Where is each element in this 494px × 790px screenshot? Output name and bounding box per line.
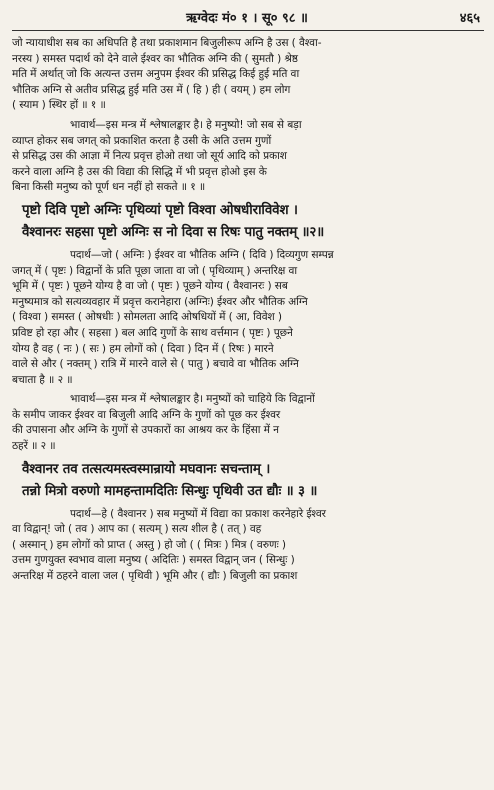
text-line: करने वाला अग्नि है उस की विद्या की सिद्धि में भी प्रवृत्त होओ इस के (12, 165, 267, 178)
text-line: पदार्थ—हे ( वैश्वानर ) सब मनुष्यों में विद्या का प्रकाश करनेहारे ईश्वर (70, 507, 326, 520)
padartha-2 (12, 248, 484, 388)
padartha-3 (12, 507, 484, 585)
mantra-line: वैश्वानरः सहसा पृष्टो अग्निः स नो दिवा स रिषः पातु नक्तम् ॥२॥ (22, 224, 325, 240)
page-number: ४६५ (459, 11, 480, 26)
mantra-3 (12, 459, 484, 503)
text-line: ठहरें ॥ २ ॥ (12, 440, 56, 453)
text-line: मति में अर्थात् जो कि अत्यन्त उत्तम अनुपम ईश्वर की प्रसिद्ध किई हुई मति वा (12, 68, 300, 81)
text-line: पदार्थ—जो ( अग्निः ) ईश्वर वा भौतिक अग्नि ( दिवि ) दिव्यगुण सम्पन्न (70, 248, 334, 261)
text-line: वा विद्वान्! जो ( तव ) आप का ( सत्यम् ) सत्य शील है ( तत् ) वह (12, 523, 262, 536)
text-line: योग्य है वह ( नः ) ( सः ) हम लोगों को ( दिवा ) दिन में ( रिषः ) मारने (12, 342, 274, 355)
text-line: ( स्याम ) स्थिर हों ॥ १ ॥ (12, 99, 106, 112)
text-line: भौतिक अग्नि से अतीव प्रसिद्ध हुई मति उस में ( हि ) ही ( वयम् ) हम लोग (12, 83, 291, 96)
text-line: व्याप्त होकर सब जगत् को प्रकाशित करता है उसी के अति उत्तम गुणों (12, 134, 272, 147)
text-line: बचाता है ॥ २ ॥ (12, 373, 73, 386)
text-line: से प्रसिद्ध उस की आज्ञा में नित्य प्रवृत्त होओ तथा जो सूर्य आदि को प्रकाश (12, 150, 287, 163)
text-line: मनुष्यमात्र को सत्यव्यवहार में प्रवृत्त करानेहारा (अग्निः) ईश्वर और भौतिक अग्नि (12, 295, 308, 308)
paragraph-1 (12, 36, 484, 114)
mantra-line: तन्नो मित्रो वरुणो मामहन्तामदितिः सिन्धुः पृथिवी उत द्यौः ॥ ३ ॥ (22, 483, 318, 499)
text-line: भूमि में ( पृष्टः ) पूछने योग्य है वा जो ( पृष्टः ) पूछने योग्य ( वैश्वानरः ) सब (12, 280, 288, 293)
text-line: वाले से और ( नक्तम् ) रात्रि में मारने वाले से ( पातु ) बचावे वा भौतिक अग्नि (12, 358, 299, 371)
text-line: नरस्य ) समस्त पदार्थ को देने वाले ईश्वर का भौतिक अग्नि की ( सुमतौ ) श्रेष्ठ (12, 52, 298, 65)
text-line: जो न्यायाधीश सब का अधिपति है तथा प्रकाशमान बिजुलीरूप अग्नि है उस ( वैश्वा- (12, 37, 322, 49)
mantra-line: पृष्टो दिवि पृष्टो अग्निः पृथिव्यां पृष्टो विश्वा ओषधीराविवेश । (22, 202, 298, 218)
text-line: भावार्थ—इस मन्त्र में श्लेषालङ्कार है। मनुष्यों को चाहिये कि विद्वानों (70, 393, 315, 406)
page-body (12, 36, 484, 585)
text-line: की उपासना और अग्नि के गुणों से उपकारों का आश्रय कर के हिंसा में न (12, 424, 279, 437)
text-line: भावार्थ—इस मन्त्र में श्लेषालङ्कार है। हे मनुष्यो! जो सब से बड़ा (70, 118, 302, 131)
text-line: प्रविष्ट हो रहा और ( सहसा ) बल आदि गुणों के साथ वर्त्तमान ( पृष्टः ) पूछने (12, 326, 293, 339)
running-title: ऋग्वेदः मं० १ । सू० ९८ ॥ (186, 11, 308, 26)
text-line: उत्तम गुणयुक्त स्वभाव वाला मनुष्य ( अदितिः ) समस्त विद्वान् जन ( सिन्धुः ) (12, 554, 295, 567)
bhavartha-1 (12, 118, 484, 196)
page-header (0, 6, 494, 30)
text-line: ( विश्वा ) समस्त ( ओषधीः ) सोमलता आदि ओषधियों में ( आ, विवेश ) (12, 311, 282, 324)
bhavartha-2 (12, 392, 484, 454)
mantra-2 (12, 200, 484, 244)
text-line: जगत् में ( पृष्टः ) विद्वानों के प्रति पूछा जाता वा जो ( पृथिव्याम् ) अन्तरिक्ष वा (12, 264, 298, 277)
text-line: अन्तरिक्ष में ठहरने वाला जल ( पृथिवी ) भूमि और ( द्यौः ) बिजुली का प्रकाश (12, 570, 298, 583)
text-line: ( अस्मान् ) हम लोगों को प्राप्त ( अस्तु ) हो जो ( ( मित्रः ) मित्र ( वरुणः ) (12, 538, 286, 551)
text-line: के समीप जाकर ईश्वर वा बिजुली आदि अग्नि के गुणों को पूछ कर ईश्वर (12, 408, 281, 421)
header-rule (12, 30, 484, 31)
text-line: बिना किसी मनुष्य को पूर्ण धन नहीं हो सकते ॥ १ ॥ (12, 181, 206, 194)
mantra-line: वैश्वानर तव तत्सत्यमस्त्वस्मान्रायो मघवानः सचन्ताम् । (22, 461, 271, 477)
